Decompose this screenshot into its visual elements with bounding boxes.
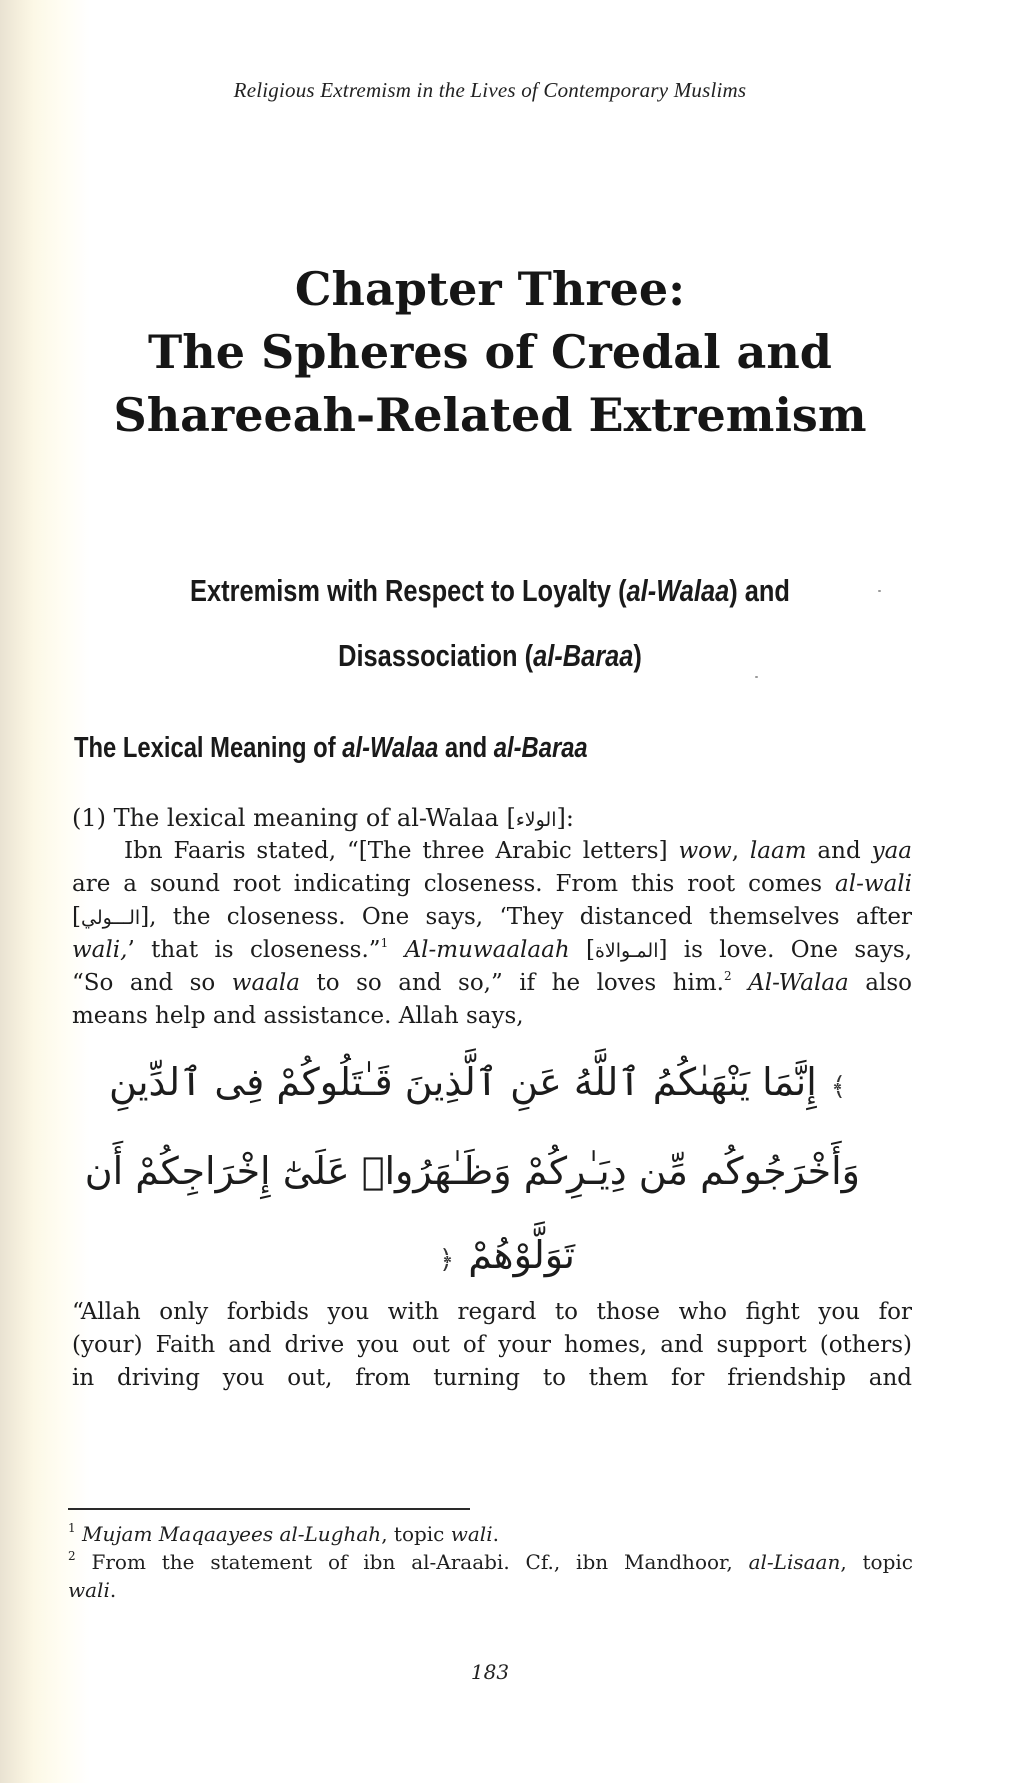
term-waala: waala	[231, 970, 300, 996]
verse-line-1	[109, 1040, 860, 1129]
chapter-title-line-3: Shareeah-Related Extremism	[113, 388, 867, 442]
chapter-title-line-1: Chapter Three:	[294, 262, 686, 316]
body-line-4	[72, 934, 912, 967]
term-wali: wali,	[72, 937, 128, 963]
body-text: to so and so,” if he loves him.	[299, 970, 724, 996]
chapter-title-line-2: The Spheres of Credal and	[148, 325, 832, 379]
body-line-6: means help and assistance. Allah says,	[72, 1003, 524, 1029]
arabic-term-muwaalaah: المـوالاة	[594, 940, 659, 962]
body-text: are a sound root indicating closeness. From this root comes	[72, 871, 836, 897]
item-heading	[72, 802, 912, 835]
body-paragraph	[72, 802, 912, 1033]
section-heading-term-baraa: al-Baraa	[533, 638, 634, 673]
body-text: Ibn Faaris stated, “[The three Arabic letters]	[124, 838, 679, 864]
body-line-5	[72, 967, 912, 1000]
section-heading	[88, 558, 892, 688]
section-heading-text: Extremism with Respect to Loyalty (	[190, 573, 627, 608]
term-laam: laam	[749, 838, 807, 864]
item-heading-text: (1) The lexical meaning of al-Walaa [	[72, 804, 516, 832]
footnote-source-title: al-Lisaan	[748, 1550, 841, 1574]
body-line-2	[72, 868, 912, 901]
body-text: [	[72, 904, 81, 930]
body-text: “So and so	[72, 970, 232, 996]
sub-heading-term-walaa: al-Walaa	[342, 732, 439, 764]
term-al-walaa: Al-Walaa	[748, 970, 849, 996]
body-text: and	[806, 838, 872, 864]
footnote-text: .	[109, 1578, 117, 1602]
verse-close-ornament-icon: ﴿	[439, 1245, 455, 1275]
footnote-term: wali	[450, 1522, 493, 1546]
arabic-term-walaa: الولاء	[515, 809, 557, 831]
page-number: 183	[470, 1660, 510, 1684]
scan-speck	[878, 590, 881, 592]
section-heading-text: ) and	[729, 573, 790, 608]
body-text: ,	[731, 838, 750, 864]
footnote-divider	[68, 1508, 470, 1510]
sub-heading	[74, 732, 588, 765]
term-wow: wow	[678, 838, 732, 864]
footnote-source-title: Mujam Maqaayees al-Lughah	[82, 1522, 382, 1546]
footnote-2	[68, 1548, 913, 1576]
body-text: ’ that is closeness.”	[127, 937, 381, 963]
footnote-text: .	[492, 1522, 499, 1546]
sub-heading-text: The Lexical Meaning of	[74, 732, 343, 764]
verse-translation	[72, 1296, 912, 1395]
section-heading-text: Disassociation (	[338, 638, 534, 673]
footnote-1	[68, 1520, 913, 1548]
footnote-text: , topic	[381, 1522, 451, 1546]
scan-speck	[755, 676, 758, 678]
section-heading-line-1	[88, 558, 892, 623]
verse-text: تَوَلَّوْهُمْ	[468, 1233, 575, 1277]
body-text: also	[848, 970, 912, 996]
footnote-2-continued	[68, 1576, 913, 1604]
chapter-title	[0, 258, 980, 447]
sub-heading-text: and	[438, 732, 494, 764]
item-heading-end: ]:	[556, 804, 574, 832]
arabic-term-wali: الـــولي	[80, 907, 141, 929]
footnote-ref-2[interactable]: 2	[723, 969, 732, 983]
sub-heading-term-baraa: al-Baraa	[493, 732, 588, 764]
quran-verse	[84, 1040, 860, 1302]
translation-line-1: “Allah only forbids you with regard to those who fight you for	[72, 1299, 912, 1325]
footnote-number: 1	[68, 1521, 76, 1535]
body-line-1	[72, 835, 912, 868]
footnote-text: , topic	[840, 1550, 913, 1574]
footnote-term: wali	[68, 1578, 110, 1602]
translation-line-3: in driving you out, from turning to them for friendship and	[72, 1365, 912, 1391]
body-line-3	[72, 901, 912, 934]
footnote-text: From the statement of ibn al-Araabi. Cf., ibn Mandhoor,	[91, 1550, 749, 1574]
term-al-wali: al-wali	[835, 871, 912, 897]
body-text: ], the closeness. One says, ‘They distanced themselves after	[140, 904, 912, 930]
footnotes	[68, 1520, 913, 1604]
verse-open-ornament-icon: ﴾	[830, 1072, 846, 1102]
term-yaa: yaa	[871, 838, 912, 864]
section-heading-term-walaa: al-Walaa	[626, 573, 730, 608]
body-text: ] is love. One says,	[658, 937, 913, 963]
section-heading-line-2	[88, 623, 892, 688]
translation-line-2: (your) Faith and drive you out of your homes, and support (others)	[72, 1332, 912, 1358]
running-header: Religious Extremism in the Lives of Contemporary Muslims	[233, 78, 747, 102]
section-heading-text: )	[633, 638, 642, 673]
verse-line-2: وَأَخْرَجُوكُم مِّن دِيَـٰرِكُمْ وَظَـٰهَرُوا۟ عَلَىٰٓ إِخْرَاجِكُمْ أَن	[84, 1149, 860, 1193]
footnote-ref-1[interactable]: 1	[380, 936, 389, 950]
verse-line-3	[140, 1213, 860, 1302]
body-text: [	[569, 937, 595, 963]
verse-text: إِنَّمَا يَنْهَىٰكُمُ ٱللَّهُ عَنِ ٱلَّذِينَ قَـٰتَلُوكُمْ فِى ٱلدِّينِ	[109, 1060, 817, 1104]
term-al-muwaalaah: Al-muwaalaah	[404, 937, 570, 963]
footnote-number: 2	[68, 1549, 76, 1563]
